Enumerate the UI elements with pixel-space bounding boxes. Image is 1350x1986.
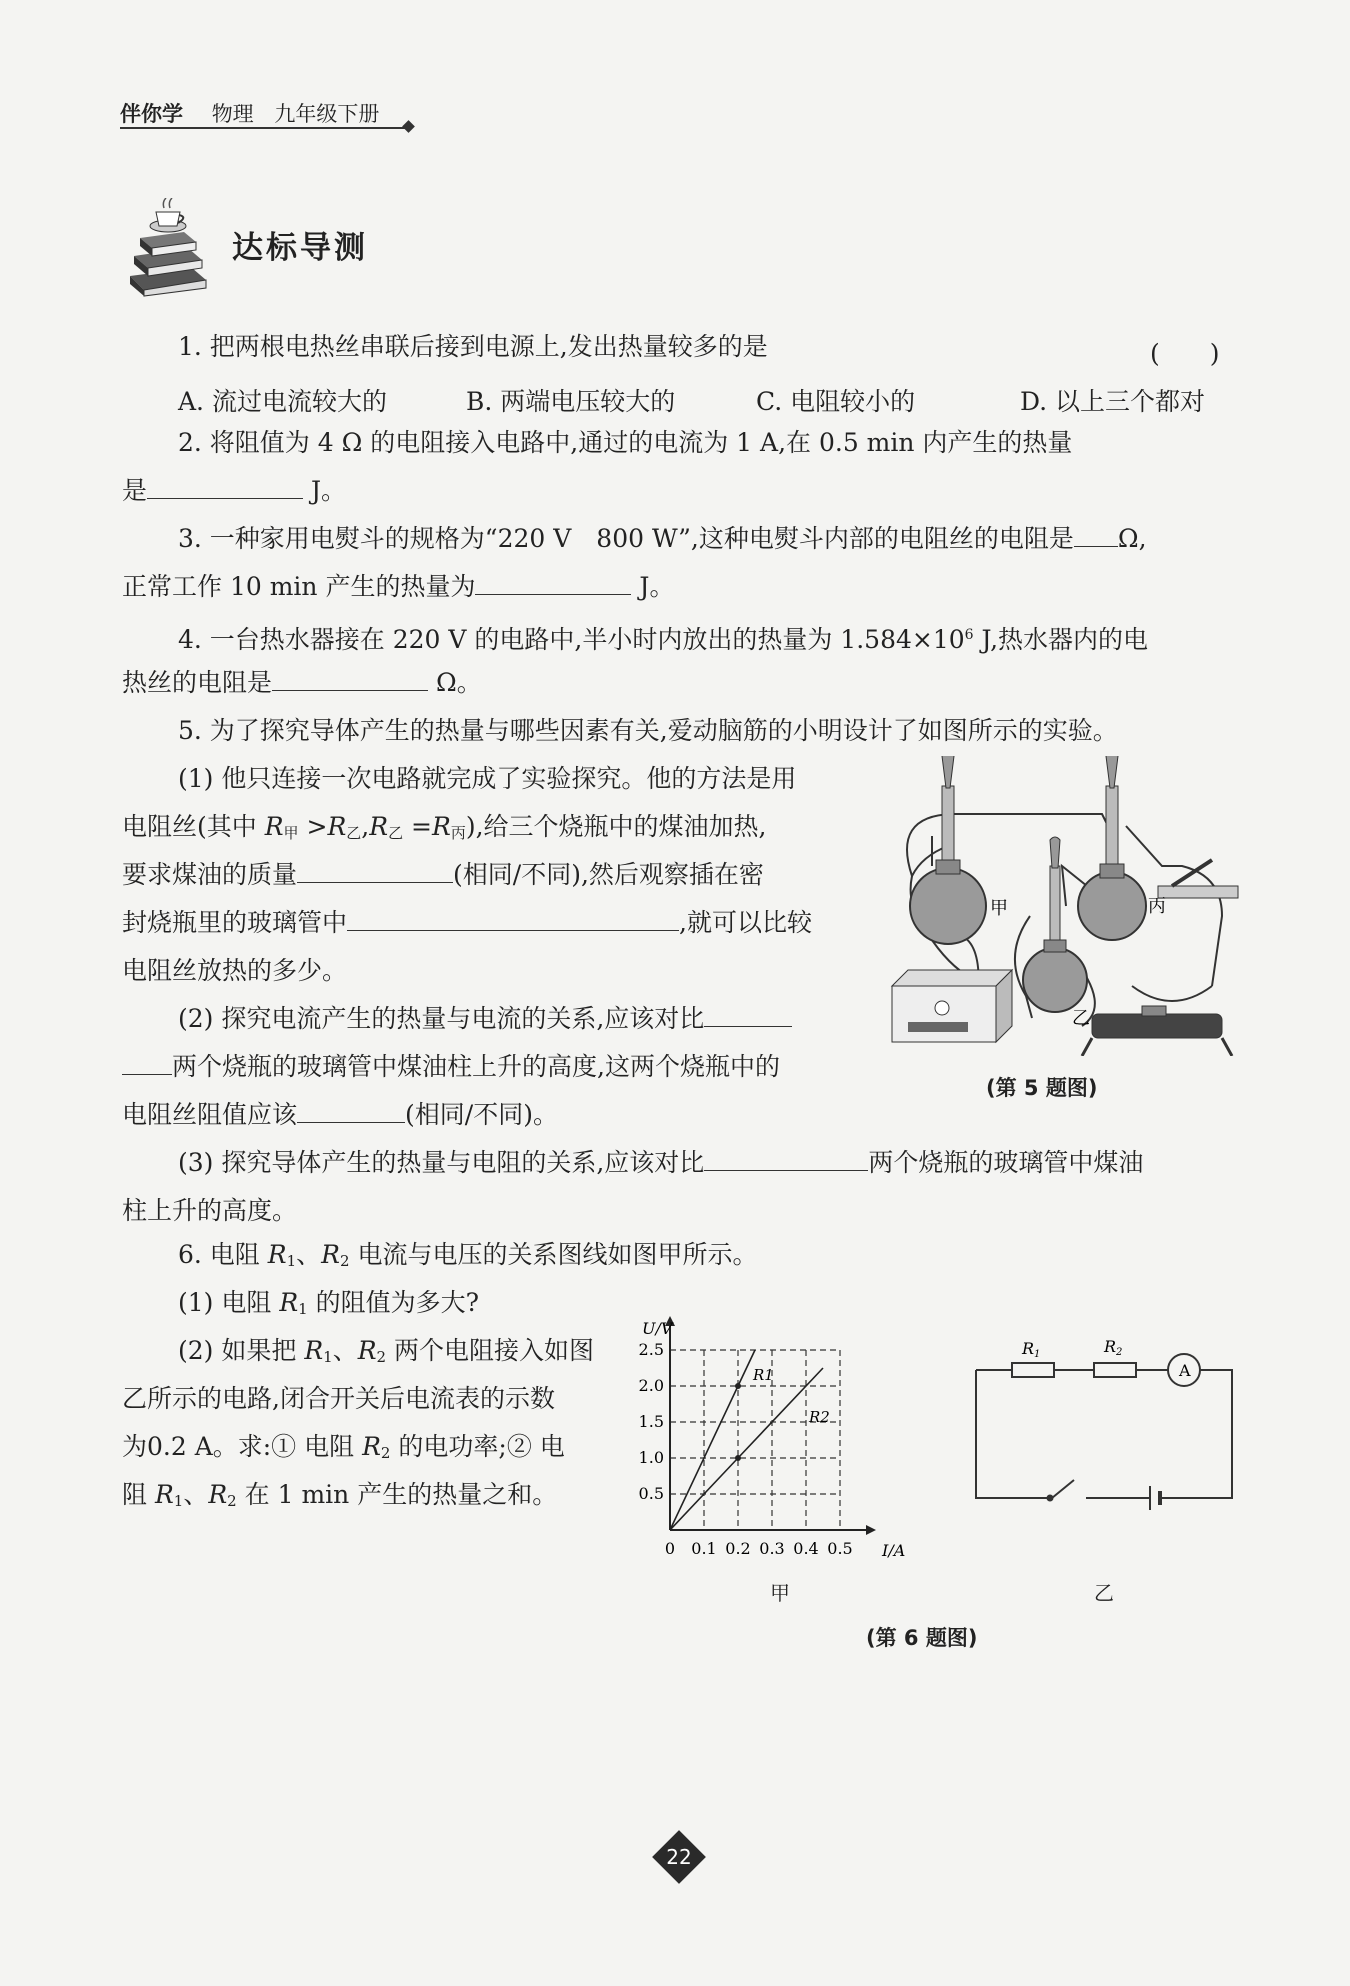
q3-line1 <box>178 524 1147 554</box>
header-rule <box>120 127 410 129</box>
q2-answer-blank <box>147 476 303 499</box>
flask-yi <box>1023 837 1087 1012</box>
y-tick-label: 2.0 <box>638 1376 664 1395</box>
text: (3) 探究导体产生的热量与电阻的关系,应该对比 <box>178 1148 705 1177</box>
q2-unit: J。 <box>303 476 346 505</box>
text: > <box>298 812 328 841</box>
x-tick-label: 0.5 <box>827 1539 853 1558</box>
sub-1: 1 <box>323 1348 333 1366</box>
text: 两个烧瓶的玻璃管中煤油柱上升的高度,这两个烧瓶中的 <box>172 1052 780 1081</box>
r2-label: R2 <box>1104 1337 1123 1358</box>
q5-resist-blank <box>297 1100 405 1123</box>
q5-p2-line3 <box>122 1100 558 1130</box>
header-diamond <box>402 120 415 133</box>
text: 电流与电压的关系图线如图甲所示。 <box>349 1240 758 1269</box>
y-tick-label: 1.5 <box>638 1412 664 1431</box>
q1-option-b: B. 两端电压较大的 <box>466 387 676 416</box>
flask-jia <box>910 756 986 944</box>
q6-fig-a-label: 甲 <box>770 1581 790 1605</box>
q6-ui-graph <box>630 1282 950 1582</box>
data-point-r1 <box>735 1383 741 1389</box>
q6-figure-caption: (第 6 题图) <box>866 1626 978 1650</box>
x-axis-arrow <box>866 1525 876 1535</box>
resistor-r1 <box>1012 1363 1054 1377</box>
sub-yi: 乙 <box>388 824 404 842</box>
sub-1: 1 <box>298 1300 308 1318</box>
q3-text: 3. 一种家用电熨斗的规格为“220 V 800 W”,这种电熨斗内部的电阻丝的电阻是 <box>178 524 1074 553</box>
q5-p3-line2: 柱上升的高度。 <box>122 1196 298 1225</box>
symbol-r: R <box>432 812 451 841</box>
q5-p1-line2 <box>122 812 767 848</box>
q6-p2-line2: 乙所示的电路,闭合开关后电流表的示数 <box>122 1384 555 1413</box>
q3-heat-blank <box>475 572 631 595</box>
x-tick-label: 0.4 <box>793 1539 819 1558</box>
x-tick-label: 0.1 <box>691 1539 717 1558</box>
y-tick-label: 0.5 <box>638 1484 664 1503</box>
q6-p2-line1 <box>178 1336 594 1372</box>
q5-stem: 5. 为了探究导体产生的热量与哪些因素有关,爱动脑筋的小明设计了如图所示的实验。 <box>178 716 1118 745</box>
q2-line2 <box>122 476 346 506</box>
q5-observe-blank <box>347 908 679 931</box>
symbol-r: R <box>321 1240 340 1269</box>
q2-line1: 2. 将阻值为 4 Ω 的电阻接入电路中,通过的电流为 1 A,在 0.5 min 内产生的热量 <box>178 428 1073 457</box>
ammeter-symbol: A <box>1179 1361 1191 1380</box>
q1-stem: 1. 把两根电热丝串联后接到电源上,发出热量较多的是 <box>178 332 768 361</box>
running-header <box>120 98 379 128</box>
text: 电阻丝阻值应该 <box>122 1100 298 1129</box>
symbol-r: R <box>304 1336 324 1365</box>
y-tick-label: 2.5 <box>638 1340 664 1359</box>
subject-label: 物理 <box>211 102 254 126</box>
books-coffee-icon <box>122 198 212 298</box>
text: 要求煤油的质量 <box>122 860 298 889</box>
q4-line1 <box>178 620 1148 655</box>
text: 、 <box>296 1240 322 1269</box>
q5-p2-line2 <box>122 1052 780 1082</box>
q5-mass-blank <box>297 860 453 883</box>
q5-compare-blank-c <box>704 1148 868 1171</box>
q5-p1-line5: 电阻丝放热的多少。 <box>122 956 348 985</box>
text: 两个烧瓶的玻璃管中煤油 <box>868 1148 1144 1177</box>
sub-2: 2 <box>227 1492 237 1510</box>
switch-open <box>1042 1480 1074 1498</box>
y-tick-label: 1.0 <box>638 1448 664 1467</box>
q1-option-d: D. 以上三个都对 <box>1020 387 1206 416</box>
symbol-r: R <box>264 812 284 841</box>
series-brand: 伴你学 <box>120 102 183 126</box>
q1-answer-paren: ( ) <box>1150 339 1220 368</box>
q6-p2-line3 <box>122 1432 565 1468</box>
page-number: 22 <box>666 1845 692 1869</box>
symbol-r: R <box>327 812 347 841</box>
q4-text: 4. 一台热水器接在 220 V 的电路中,半小时内放出的热量为 1.584×10 <box>178 625 965 654</box>
q1-option-a: A. 流过电流较大的 <box>178 387 387 416</box>
q5-experiment-figure <box>882 756 1252 1056</box>
symbol-r: R <box>208 1480 228 1509</box>
symbol-r: R <box>362 1432 381 1461</box>
q4-answer-blank <box>272 668 428 691</box>
flask-bing <box>1078 756 1146 940</box>
text: 阻 <box>122 1480 155 1509</box>
text: (1) 电阻 <box>178 1288 280 1317</box>
flask-yi-label: 乙 <box>1072 1008 1090 1029</box>
q4-text-b: J,热水器内的电 <box>973 625 1149 654</box>
sub-2: 2 <box>339 1252 350 1270</box>
text: , <box>361 812 370 841</box>
q3-unit2: J。 <box>631 572 675 601</box>
text: (相同/不同)。 <box>405 1100 558 1129</box>
sub-1: 1 <box>286 1252 297 1270</box>
q4-exponent: 6 <box>964 627 974 643</box>
sub-bing: 丙 <box>450 824 466 842</box>
q6-p1 <box>178 1288 479 1324</box>
q5-p3-line1 <box>178 1148 1143 1178</box>
q3-line2 <box>122 572 674 602</box>
q2-text: 是 <box>122 476 148 505</box>
q5-p1-line3 <box>122 860 764 890</box>
q5-figure-caption: (第 5 题图) <box>986 1076 1098 1100</box>
rheostat <box>1082 1006 1232 1056</box>
q5-compare-blank-a <box>704 1004 792 1027</box>
sub-1: 1 <box>173 1492 184 1510</box>
data-point-r2 <box>735 1455 741 1461</box>
q4-unit: Ω。 <box>428 668 482 697</box>
series-line-r2 <box>670 1368 823 1530</box>
x-tick-label: 0 <box>664 1539 676 1558</box>
q3-text2: 正常工作 10 min 产生的热量为 <box>122 572 476 601</box>
flask-bing-label: 丙 <box>1148 896 1166 917</box>
q5-compare-blank-b <box>122 1052 172 1075</box>
q1-option-c: C. 电阻较小的 <box>756 387 916 416</box>
x-axis-label: I/A <box>882 1541 906 1560</box>
q5-p2-line1 <box>178 1004 792 1034</box>
sub-2: 2 <box>376 1348 387 1366</box>
q6-fig-b-label: 乙 <box>1094 1581 1114 1605</box>
power-supply <box>892 970 1012 1042</box>
q3-unit: Ω, <box>1117 524 1147 553</box>
text: 两个电阻接入如图 <box>386 1336 595 1365</box>
x-tick-label: 0.2 <box>725 1539 751 1558</box>
text: ),给三个烧瓶中的煤油加热, <box>465 812 767 841</box>
q6-p2-line4 <box>122 1480 557 1516</box>
chart-axes <box>642 1316 905 1560</box>
text: 电阻丝(其中 <box>122 812 265 841</box>
sub-2: 2 <box>380 1444 391 1462</box>
text: 封烧瓶里的玻璃管中 <box>122 908 348 937</box>
flask-jia-label: 甲 <box>990 898 1008 919</box>
text: 在 1 min 产生的热量之和。 <box>236 1480 558 1509</box>
symbol-r: R <box>357 1336 377 1365</box>
section-title: 达标导测 <box>232 230 368 266</box>
text: 6. 电阻 <box>178 1240 268 1269</box>
r1-label: R1 <box>1022 1339 1041 1360</box>
sub-jia: 甲 <box>283 824 299 842</box>
symbol-r: R <box>154 1480 174 1509</box>
x-tick-label: 0.3 <box>759 1539 785 1558</box>
series-line-r1 <box>670 1350 755 1530</box>
series-label-r1: R1 <box>753 1366 774 1384</box>
q5-p1-line4 <box>122 908 812 938</box>
text: 、 <box>183 1480 209 1509</box>
symbol-r: R <box>369 812 389 841</box>
q5-p1-line1: (1) 他只连接一次电路就完成了实验探究。他的方法是用 <box>178 764 797 793</box>
text: (相同/不同),然后观察插在密 <box>453 860 764 889</box>
text: 、 <box>332 1336 358 1365</box>
text: 的电功率;② 电 <box>390 1432 565 1461</box>
text: (2) 如果把 <box>178 1336 305 1365</box>
series-label-r2: R2 <box>809 1408 830 1426</box>
q3-resistance-blank <box>1074 524 1118 547</box>
symbol-r: R <box>267 1240 287 1269</box>
resistor-r2 <box>1094 1363 1136 1377</box>
grade-label: 九年级下册 <box>274 102 380 126</box>
q4-line2 <box>122 668 482 698</box>
text: 的阻值为多大? <box>307 1288 480 1317</box>
y-axis-label: U/V <box>642 1319 673 1338</box>
text: ,就可以比较 <box>679 908 812 937</box>
text: (2) 探究电流产生的热量与电流的关系,应该对比 <box>178 1004 705 1033</box>
text: = <box>403 812 432 841</box>
symbol-r: R <box>279 1288 299 1317</box>
q6-stem <box>178 1240 757 1276</box>
sub-yi: 乙 <box>346 824 362 842</box>
q6-circuit-diagram <box>970 1330 1240 1510</box>
q4-text2: 热丝的电阻是 <box>122 668 273 697</box>
text: 为0.2 A。求:① 电阻 <box>122 1432 363 1461</box>
